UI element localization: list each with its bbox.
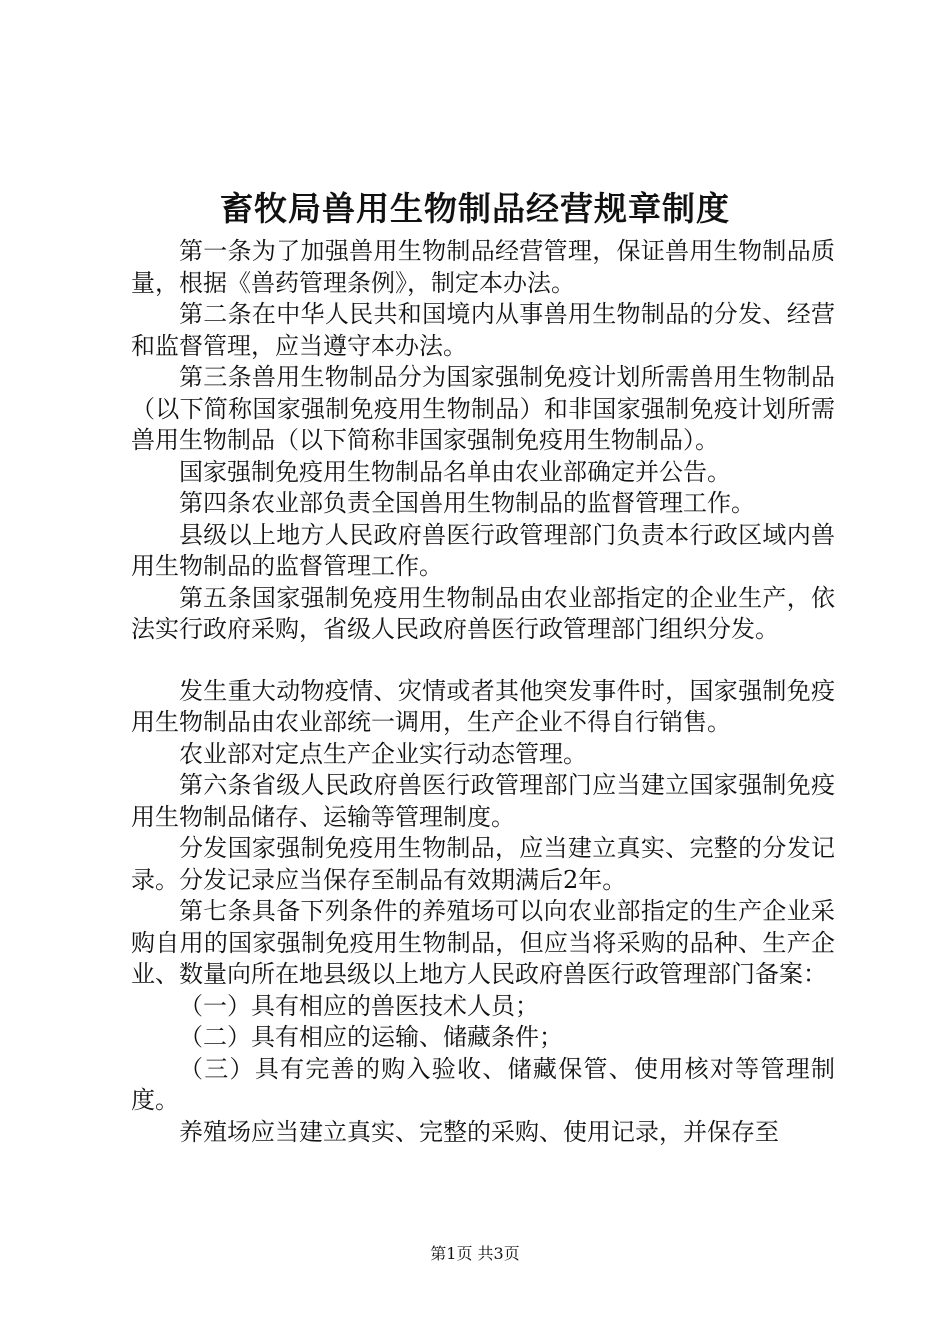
page-number-footer: 第1页 共3页 (430, 1244, 520, 1263)
document-title: 畜牧局兽用生物制品经营规章制度 (220, 189, 730, 228)
paragraph-article-1: 第一条为了加强兽用生物制品经营管理，保证兽用生物制品质量，根据《兽药管理条例》，制定本办法。 (131, 237, 835, 297)
paragraph-article-3: 第三条兽用生物制品分为国家强制免疫计划所需兽用生物制品（以下简称国家强制免疫用生物制品）和非国家强制免疫计划所需兽用生物制品（以下简称非国家强制免疫用生物制品）。 (131, 363, 835, 454)
paragraph-article-2: 第二条在中华人民共和国境内从事兽用生物制品的分发、经营和监督管理，应当遵守本办法。 (131, 300, 835, 360)
paragraph-farm-records: 养殖场应当建立真实、完整的采购、使用记录，并保存至 (179, 1117, 779, 1146)
paragraph-county-supervision: 县级以上地方人民政府兽医行政管理部门负责本行政区域内兽用生物制品的监督管理工作。 (131, 520, 835, 580)
paragraph-article-5: 第五条国家强制免疫用生物制品由农业部指定的企业生产，依法实行政府采购，省级人民政府兽医行政管理部门组织分发。 (131, 583, 835, 643)
paragraph-article-7: 第七条具备下列条件的养殖场可以向农业部指定的生产企业采购自用的国家强制免疫用生物制品，但应当将采购的品种、生产企业、数量向所在地县级以上地方人民政府兽医行政管理部门备案： (131, 897, 835, 988)
paragraph-article-4: 第四条农业部负责全国兽用生物制品的监督管理工作。 (179, 489, 755, 517)
paragraph-distribution-records: 分发国家强制免疫用生物制品，应当建立真实、完整的分发记录。分发记录应当保存至制品有效期满后2年。 (131, 834, 835, 894)
paragraph-article-6: 第六条省级人民政府兽医行政管理部门应当建立国家强制免疫用生物制品储存、运输等管理制度。 (131, 771, 835, 831)
list-item-condition-3: （三）具有完善的购入验收、储藏保管、使用核对等管理制度。 (131, 1054, 835, 1114)
paragraph-emergency: 发生重大动物疫情、灾情或者其他突发事件时，国家强制免疫用生物制品由农业部统一调用，生产企业不得自行销售。 (131, 676, 835, 736)
paragraph-list-announcement: 国家强制免疫用生物制品名单由农业部确定并公告。 (179, 457, 731, 486)
list-item-condition-1: （一）具有相应的兽医技术人员； (179, 991, 539, 1020)
list-item-condition-2: （二）具有相应的运输、储藏条件； (179, 1023, 563, 1051)
paragraph-dynamic-management: 农业部对定点生产企业实行动态管理。 (179, 739, 587, 768)
document-body (131, 236, 835, 1148)
